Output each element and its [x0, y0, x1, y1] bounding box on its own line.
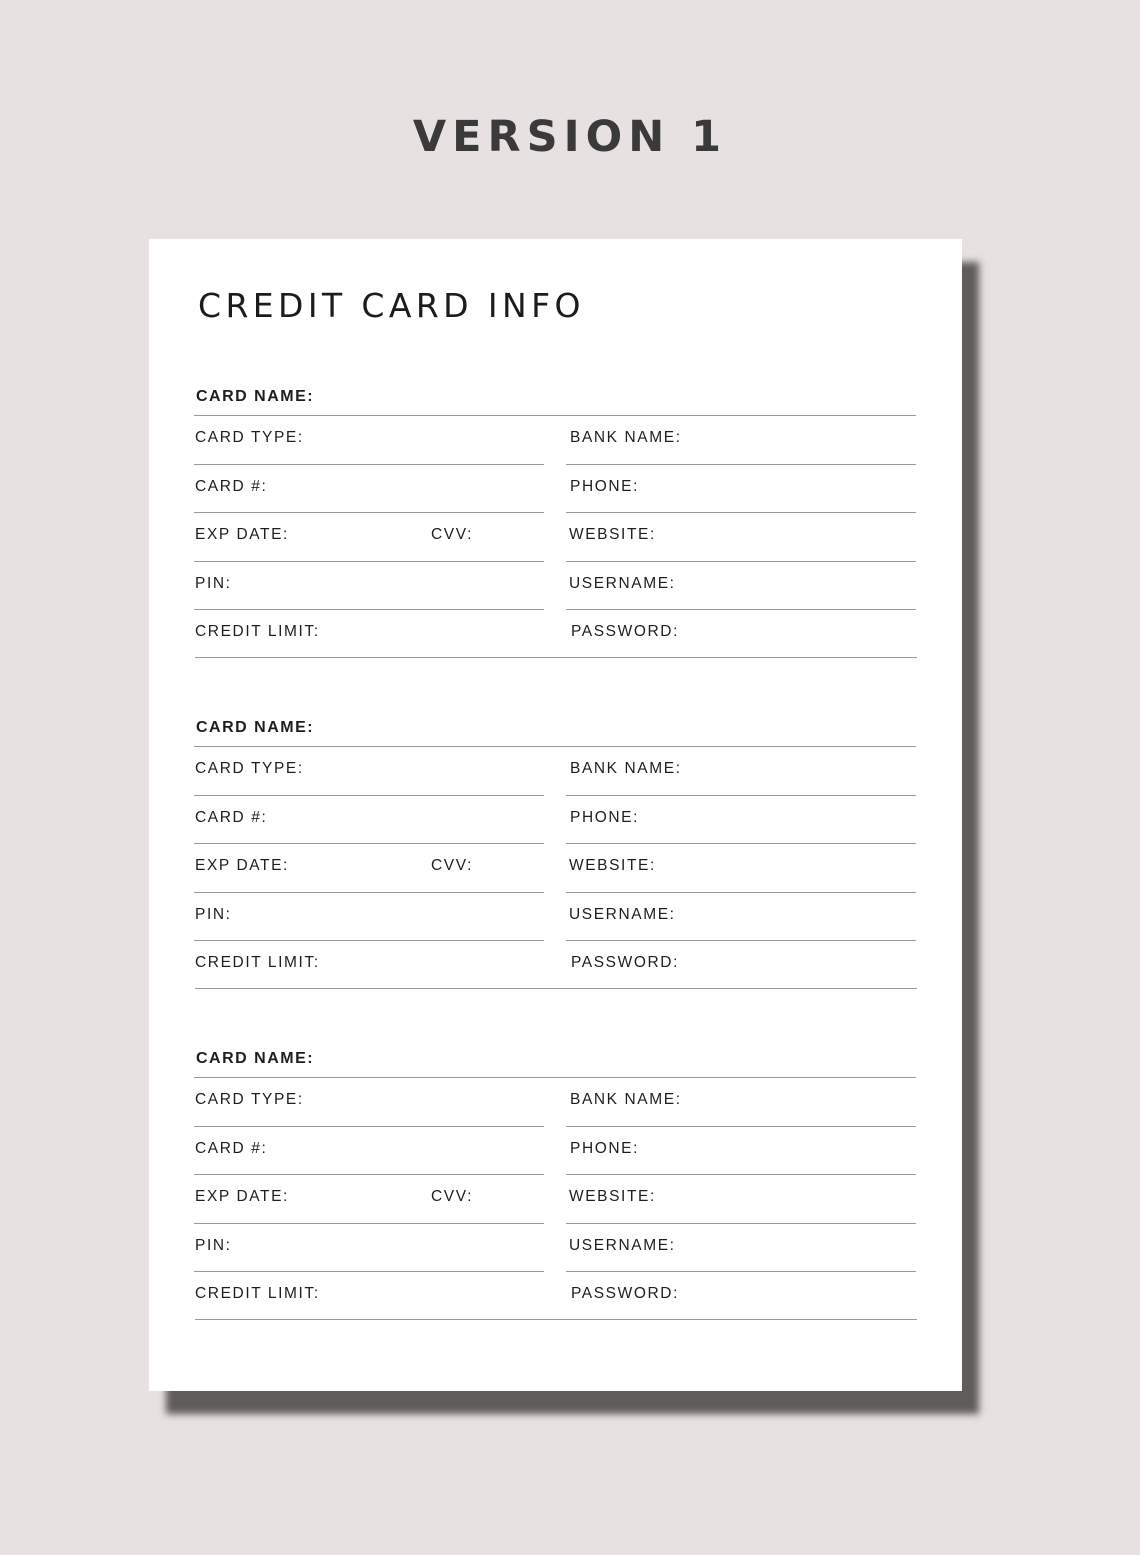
pin-line[interactable]	[194, 940, 544, 941]
password-label: PASSWORD:	[571, 623, 679, 640]
card-name-line[interactable]	[194, 1077, 916, 1078]
phone-line[interactable]	[566, 512, 916, 513]
pin-label: PIN:	[195, 575, 232, 592]
credit-limit-label: CREDIT LIMIT:	[195, 1285, 320, 1302]
card-section-1	[149, 384, 962, 674]
username-line[interactable]	[566, 940, 916, 941]
cvv-label: CVV:	[431, 526, 474, 543]
website-label: WEBSITE:	[569, 857, 656, 874]
website-line[interactable]	[566, 892, 916, 893]
card-name-label: CARD NAME:	[196, 719, 315, 736]
card-name-line[interactable]	[194, 415, 916, 416]
card-section-3	[149, 1047, 962, 1337]
pin-label: PIN:	[195, 906, 232, 923]
version-heading: VERSION 1	[412, 112, 728, 162]
bank-name-label: BANK NAME:	[570, 429, 682, 446]
credit-limit-label: CREDIT LIMIT:	[195, 954, 320, 971]
exp-date-line[interactable]	[194, 892, 544, 893]
pin-label: PIN:	[195, 1237, 232, 1254]
exp-date-label: EXP DATE:	[195, 857, 289, 874]
phone-label: PHONE:	[570, 478, 640, 495]
card-number-line[interactable]	[194, 1174, 544, 1175]
phone-line[interactable]	[566, 1174, 916, 1175]
phone-label: PHONE:	[570, 1140, 640, 1157]
card-number-line[interactable]	[194, 843, 544, 844]
card-name-label: CARD NAME:	[196, 388, 315, 405]
card-number-label: CARD #:	[195, 478, 268, 495]
exp-date-label: EXP DATE:	[195, 1188, 289, 1205]
card-type-label: CARD TYPE:	[195, 760, 304, 777]
phone-label: PHONE:	[570, 809, 640, 826]
bank-name-label: BANK NAME:	[570, 1091, 682, 1108]
username-label: USERNAME:	[569, 575, 676, 592]
phone-line[interactable]	[566, 843, 916, 844]
pin-line[interactable]	[194, 1271, 544, 1272]
credit-limit-label: CREDIT LIMIT:	[195, 623, 320, 640]
card-type-line[interactable]	[194, 1126, 544, 1127]
card-type-line[interactable]	[194, 795, 544, 796]
website-line[interactable]	[566, 561, 916, 562]
username-label: USERNAME:	[569, 1237, 676, 1254]
card-number-label: CARD #:	[195, 1140, 268, 1157]
card-section-2	[149, 716, 962, 1006]
card-name-line[interactable]	[194, 746, 916, 747]
exp-date-label: EXP DATE:	[195, 526, 289, 543]
card-number-line[interactable]	[194, 512, 544, 513]
bank-name-label: BANK NAME:	[570, 760, 682, 777]
username-label: USERNAME:	[569, 906, 676, 923]
cvv-label: CVV:	[431, 1188, 474, 1205]
card-type-label: CARD TYPE:	[195, 429, 304, 446]
card-name-label: CARD NAME:	[196, 1050, 315, 1067]
bank-name-line[interactable]	[566, 795, 916, 796]
credit-limit-line[interactable]	[195, 1319, 917, 1320]
bank-name-line[interactable]	[566, 1126, 916, 1127]
bank-name-line[interactable]	[566, 464, 916, 465]
card-type-label: CARD TYPE:	[195, 1091, 304, 1108]
card-number-label: CARD #:	[195, 809, 268, 826]
password-label: PASSWORD:	[571, 1285, 679, 1302]
username-line[interactable]	[566, 609, 916, 610]
planner-page	[149, 239, 962, 1391]
exp-date-line[interactable]	[194, 1223, 544, 1224]
password-label: PASSWORD:	[571, 954, 679, 971]
website-label: WEBSITE:	[569, 1188, 656, 1205]
username-line[interactable]	[566, 1271, 916, 1272]
exp-date-line[interactable]	[194, 561, 544, 562]
page-title: CREDIT CARD INFO	[198, 286, 585, 325]
website-line[interactable]	[566, 1223, 916, 1224]
cvv-label: CVV:	[431, 857, 474, 874]
credit-limit-line[interactable]	[195, 988, 917, 989]
card-type-line[interactable]	[194, 464, 544, 465]
website-label: WEBSITE:	[569, 526, 656, 543]
pin-line[interactable]	[194, 609, 544, 610]
credit-limit-line[interactable]	[195, 657, 917, 658]
